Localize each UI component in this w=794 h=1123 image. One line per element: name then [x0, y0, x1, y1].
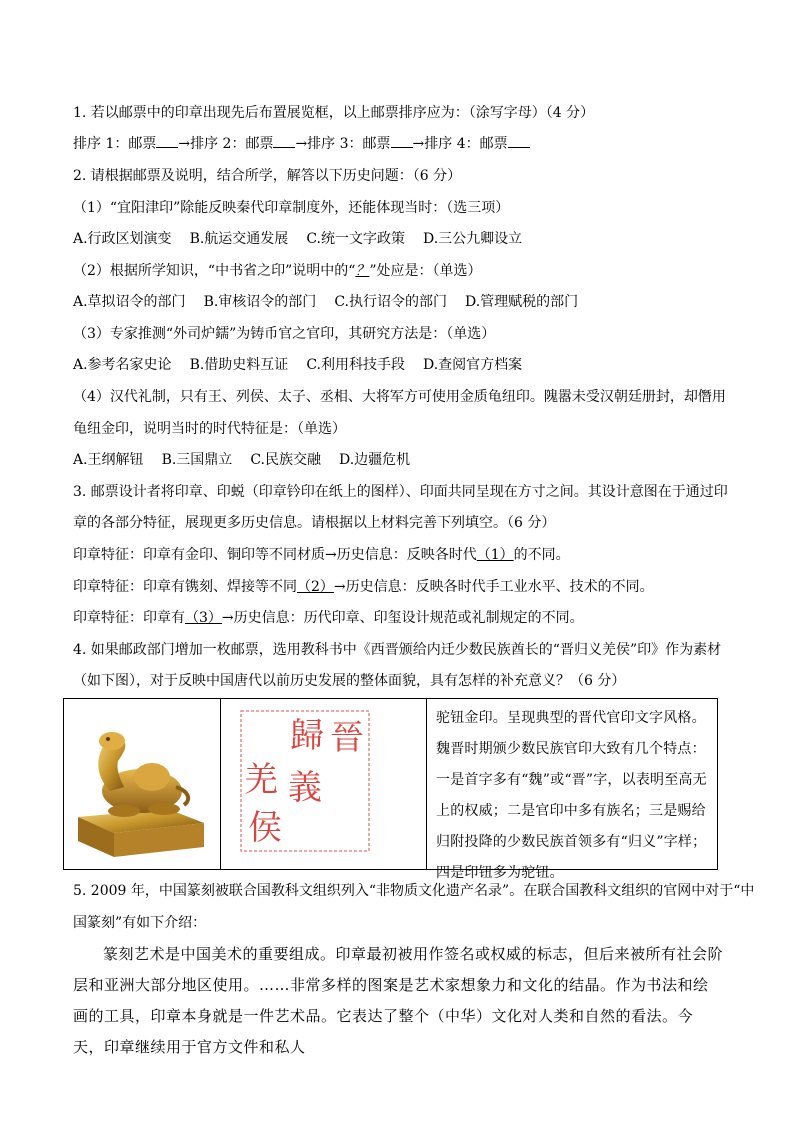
option-c[interactable]: C.统一文字政策 [306, 231, 405, 247]
q4-line1: 4. 如果邮政部门增加一枚邮票，选用教科书中《西晋颁给内迁少数民族酋长的“晋归义羌侯”印》作为素材 [73, 642, 722, 658]
option-b[interactable]: B.航运交通发展 [189, 231, 289, 247]
option-c[interactable]: C.执行诏令的部门 [334, 294, 447, 310]
q3-line1: 3. 邮票设计者将印章、印蜕（印章钤印在纸上的图样）、印面共同呈现在方寸之间。其设计意图在于通过印 [73, 484, 728, 500]
option-a[interactable]: A.参考名家史论 [73, 357, 172, 373]
answer-blank[interactable] [156, 147, 178, 148]
answer-blank[interactable] [273, 147, 295, 148]
option-d[interactable]: D.查阅官方档案 [422, 357, 523, 373]
q2-sub1: （1）“宜阳津印”除能反映秦代印章制度外，还能体现当时：（选三项） [73, 200, 510, 216]
option-b[interactable]: B.借助史料互证 [189, 357, 289, 373]
q2-sub2-options [73, 292, 596, 312]
q2-sub3-options [73, 355, 540, 375]
seal-char: 侯 [248, 808, 282, 848]
seal-photo-cell [64, 699, 221, 869]
seal-description-cell [427, 699, 717, 881]
option-d[interactable]: D.管理赋税的部门 [464, 294, 579, 310]
seal-figure-table [63, 698, 718, 881]
q2-sub4-line1: （4）汉代礼制，只有王、列侯、太子、丞相、大将军方可使用金质龟纽印。隗嚣未受汉朝廷册封，却僭用 [73, 389, 726, 405]
option-d[interactable]: D.三公九卿设立 [422, 231, 523, 247]
q3-fill2: 印章特征：印章有镌刻、焊接等不同（2）→历史信息：反映各时代手工业水平、技术的不同。 [73, 579, 654, 595]
q3-fill3: 印章特征：印章有（3）→历史信息：历代印章、印玺设计规范或礼制规定的不同。 [73, 610, 584, 626]
option-a[interactable]: A.王纲解钮 [73, 452, 144, 468]
q2-sub3: （3）专家推测“外司炉鑐”为铸币官之官印，其研究方法是：（单选） [73, 326, 496, 342]
q4-line2: （如下图），对于反映中国唐代以前历史发展的整体面貌，具有怎样的补充意义？（6 分） [73, 673, 626, 689]
q3-line2: 章的各部分特征，展现更多历史信息。请根据以上材料完善下列填空。（6 分） [73, 515, 556, 531]
option-b[interactable]: B.三国鼎立 [161, 452, 233, 468]
option-d[interactable]: D.边疆危机 [338, 452, 411, 468]
seal-impression-image [221, 699, 426, 869]
option-c[interactable]: C.利用科技手段 [306, 357, 405, 373]
fill-blank-2[interactable]: （2） [297, 579, 334, 595]
seal-char: 羌 [244, 760, 278, 800]
seal-char: 歸 [290, 716, 324, 756]
option-a[interactable]: A.草拟诏令的部门 [73, 294, 186, 310]
fill-blank-3[interactable]: （3） [185, 610, 222, 626]
option-c[interactable]: C.民族交融 [250, 452, 321, 468]
fill-blank-1[interactable]: （1） [476, 547, 514, 563]
question-mark: ？ [355, 263, 370, 279]
camel-knob-seal-image [64, 699, 220, 869]
q2-sub2: （2）根据所学知识，“中书省之印”说明中的“？”处应是：（单选） [73, 263, 482, 279]
q5-line2: 国篆刻”有如下介绍： [73, 915, 207, 931]
q2-sub1-options [73, 229, 540, 249]
q1-stem: 1. 若以邮票中的印章出现先后布置展览框，以上邮票排序应为：（涂写字母）（4 分） [73, 105, 595, 121]
q2-stem: 2. 请根据邮票及说明，结合所学，解答以下历史问题：（6 分） [73, 168, 462, 184]
option-a[interactable]: A.行政区划演变 [73, 231, 172, 247]
q3-fill1: 印章特征：印章有金印、铜印等不同材质→历史信息：反映各时代（1）的不同。 [73, 547, 570, 563]
q1-sequence: 排序 1：邮票 →排序 2：邮票 →排序 3：邮票 →排序 4：邮票 [73, 134, 530, 154]
answer-blank[interactable] [391, 147, 413, 148]
q2-sub4-line2: 龟纽金印，说明当时的时代特征是：（单选） [73, 421, 346, 437]
option-b[interactable]: B.审核诏令的部门 [203, 294, 317, 310]
answer-blank[interactable] [508, 147, 530, 148]
q5-quote-paragraph: 篆刻艺术是中国美术的重要组成。印章最初被用作签名或权威的标志，但后来被所有社会阶层和亚洲大部分地区使用。……非常多样的图案是艺术家想象力和文化的结晶。作为书法和绘画的工具，印章本身就是一件艺术品。它表达了整个（中华）文化对人类和自然的看法。今天，印章继续用于官方文件和私人 [73, 945, 724, 1056]
q2-sub4-options [73, 450, 428, 470]
seal-char: 義 [288, 768, 322, 808]
seal-char: 晉 [330, 718, 364, 758]
seal-description: 驼钮金印。呈现典型的晋代官印文字风格。魏晋时期颁少数民族官印大致有几个特点：一是首字多有“魏”或“晋”字，以表明至高无上的权威；二是官印中多有族名；三是赐给归附投降的少数民族首领多有“归义”字样；四是印钮多为驼钮。 [436, 710, 707, 881]
q5-line1: 5. 2009 年，中国篆刻被联合国教科文组织列入“非物质文化遗产名录”。在联合国教科文组织的官网中对于“中 [73, 883, 755, 899]
seal-impression-cell [221, 699, 427, 869]
